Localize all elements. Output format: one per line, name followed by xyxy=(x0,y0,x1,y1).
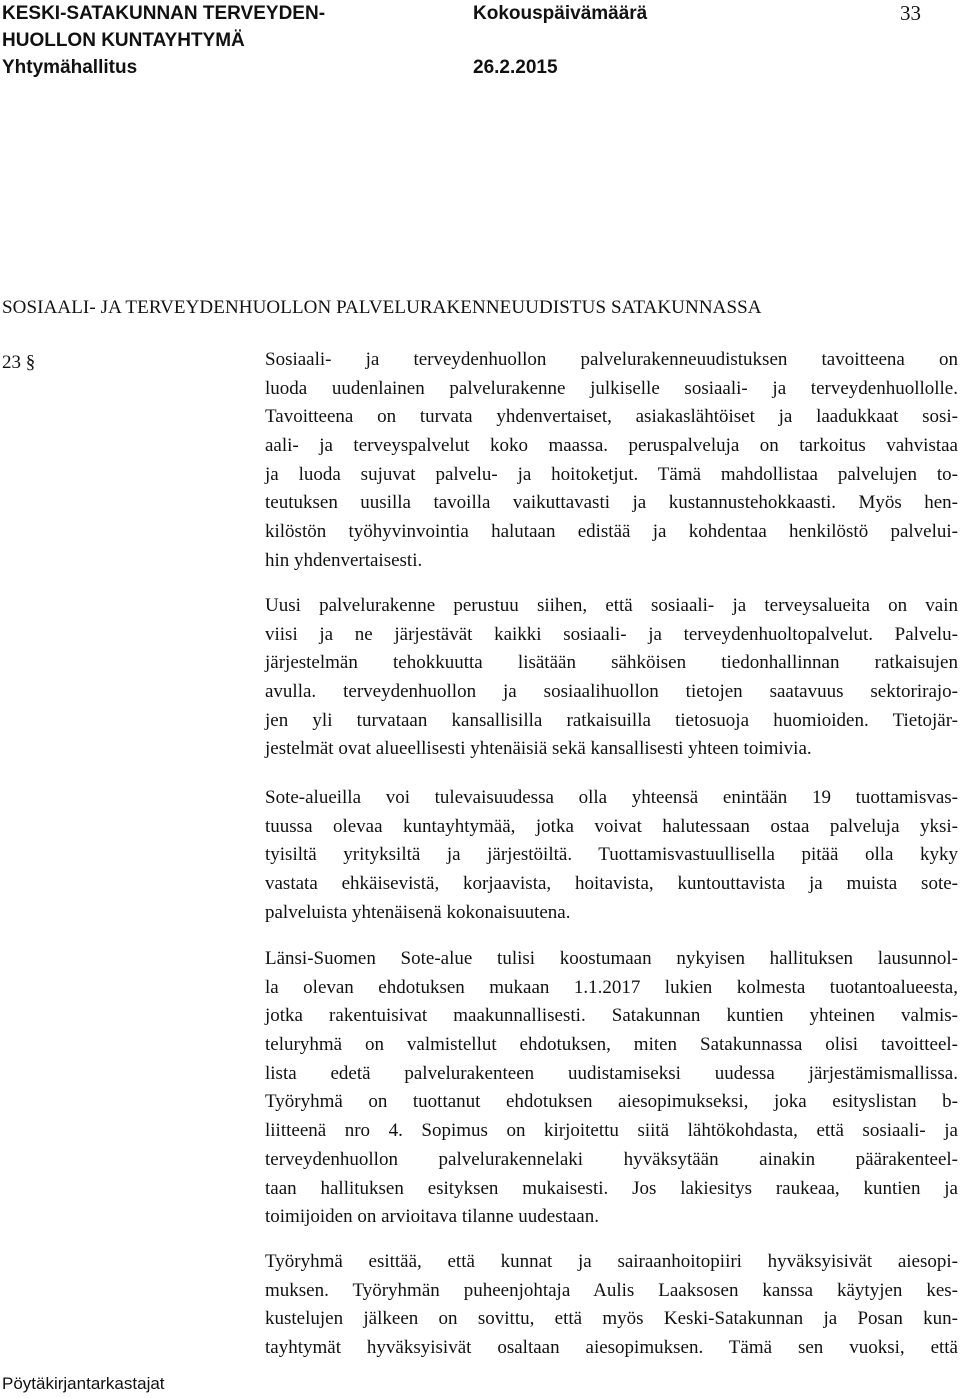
meeting-date-label: Kokouspäivämäärä xyxy=(473,3,648,24)
meeting-date: 26.2.2015 xyxy=(473,57,558,78)
paragraph-line: tuussa olevaa kuntayhtymää, jotka voivat halutessaan ostaa palveluja yksi- xyxy=(265,815,958,837)
paragraph-5 xyxy=(265,1248,958,1363)
paragraph-line: lista edetä palvelurakenteen uudistamiseksi uudessa järjestämismallissa. xyxy=(265,1062,958,1084)
item-number: 23 § xyxy=(2,352,36,373)
paragraph-line: taan hallituksen esityksen mukaisesti. Jos lakiesitys raukeaa, kuntien ja xyxy=(265,1177,958,1199)
paragraph-line: Länsi-Suomen Sote-alue tulisi koostumaan nykyisen hallituksen lausunnol- xyxy=(265,948,958,969)
paragraph-line: avulla. terveydenhuollon ja sosiaalihuollon tietojen saatavuus sektorirajo- xyxy=(265,681,958,703)
paragraph-line: järjestelmän tehokkuutta lisätään sähköisen tiedonhallinnan ratkaisujen xyxy=(265,652,958,674)
paragraph-line: jotka rakentuisivat maakunnallisesti. Satakunnan kuntien yhteinen valmis- xyxy=(265,1005,958,1027)
paragraph-line: teutuksen uusilla tavoilla vaikuttavasti ja kustannustehokkaasti. Myös hen- xyxy=(265,492,958,514)
document-header-organization xyxy=(2,0,325,81)
paragraph-line: terveydenhuollon palvelurakennelaki hyväksytään ainakin päärakenteel- xyxy=(265,1148,958,1170)
paragraph-line: palveluista yhtenäisenä kokonaisuutena. xyxy=(265,901,571,923)
paragraph-line: liitteenä nro 4. Sopimus on kirjoitettu siitä lähtökohdasta, että sosiaali- ja xyxy=(265,1120,958,1142)
document-header-meeting xyxy=(473,0,647,81)
paragraph-line: Sote-alueilla voi tulevaisuudessa olla yhteensä enintään 19 tuottamisvas- xyxy=(265,787,958,808)
paragraph-line: tyisiltä yrityksiltä ja järjestöiltä. Tuottamisvastuullisella pitää olla kyky xyxy=(265,844,958,866)
paragraph-2 xyxy=(265,592,958,764)
minutes-reviewers-label: Pöytäkirjantarkastajat xyxy=(2,1374,165,1393)
paragraph-3 xyxy=(265,784,958,927)
paragraph-line: kustelujen jälkeen on sovittu, että myös Keski-Satakunnan ja Posan kun- xyxy=(265,1308,958,1330)
paragraph-line: aali- ja terveyspalvelut koko maassa. peruspalveluja on tarkoitus vahvistaa xyxy=(265,435,958,457)
section-title: SOSIAALI- JA TERVEYDENHUOLLON PALVELURAKENNEUUDISTUS SATAKUNNASSA xyxy=(2,297,762,318)
paragraph-line: ja luoda sujuvat palvelu- ja hoitoketjut. Tämä mahdollistaa palvelujen to- xyxy=(265,463,958,485)
paragraph-line: viisi ja ne järjestävät kaikki sosiaali- ja terveydenhuoltopalvelut. Palvelu- xyxy=(265,623,958,645)
paragraph-line: teluryhmä on valmistellut ehdotuksen, miten Satakunnassa olisi tavoitteel- xyxy=(265,1034,958,1056)
paragraph-line: Uusi palvelurakenne perustuu siihen, että sosiaali- ja terveysalueita on vain xyxy=(265,595,958,616)
paragraph-4 xyxy=(265,945,958,1232)
paragraph-line: jen yli turvataan kansallisilla ratkaisuilla tietosuoja huomioiden. Tietojär- xyxy=(265,709,958,731)
organization-name-line-2: HUOLLON KUNTAYHTYMÄ xyxy=(2,30,245,51)
paragraph-line: Sosiaali- ja terveydenhuollon palvelurakenneuudistuksen tavoitteena on xyxy=(265,349,958,370)
paragraph-line: muksen. Työryhmän puheenjohtaja Aulis Laaksosen kanssa käytyjen kes- xyxy=(265,1279,958,1301)
page-number: 33 xyxy=(900,1,921,25)
paragraph-line: hin yhdenvertaisesti. xyxy=(265,549,423,571)
paragraph-line: la olevan ehdotuksen mukaan 1.1.2017 lukien kolmesta tuotantoalueesta, xyxy=(265,976,958,998)
paragraph-line: tayhtymät hyväksyisivät osaltaan aiesopimuksen. Tämä sen vuoksi, että xyxy=(265,1337,958,1359)
paragraph-line: Tavoitteena on turvata yhdenvertaiset, asiakaslähtöiset ja laadukkaat sosi- xyxy=(265,406,958,428)
paragraph-line: vastata ehkäisevistä, korjaavista, hoitavista, kuntouttavista ja muista sote- xyxy=(265,873,958,895)
paragraph-line: kilöstön työhyvinvointia halutaan edistää ja kohdentaa henkilöstö palvelui- xyxy=(265,521,958,543)
paragraph-line: jestelmät ovat alueellisesti yhtenäisiä sekä kansallisesti yhteen toimivia. xyxy=(265,738,812,760)
paragraph-line: luoda uudenlainen palvelurakenne julkiselle sosiaali- ja terveydenhuollolle. xyxy=(265,377,958,399)
paragraph-1 xyxy=(265,346,958,576)
paragraph-line: Työryhmä on tuottanut ehdotuksen aiesopimukseksi, joka esityslistan b- xyxy=(265,1091,958,1113)
organization-name-line-1: KESKI-SATAKUNNAN TERVEYDEN- xyxy=(2,3,326,24)
body-name: Yhtymähallitus xyxy=(2,57,138,78)
paragraph-line: toimijoiden on arvioitava tilanne uudestaan. xyxy=(265,1206,599,1228)
paragraph-line: Työryhmä esittää, että kunnat ja sairaanhoitopiiri hyväksyisivät aiesopi- xyxy=(265,1251,958,1272)
